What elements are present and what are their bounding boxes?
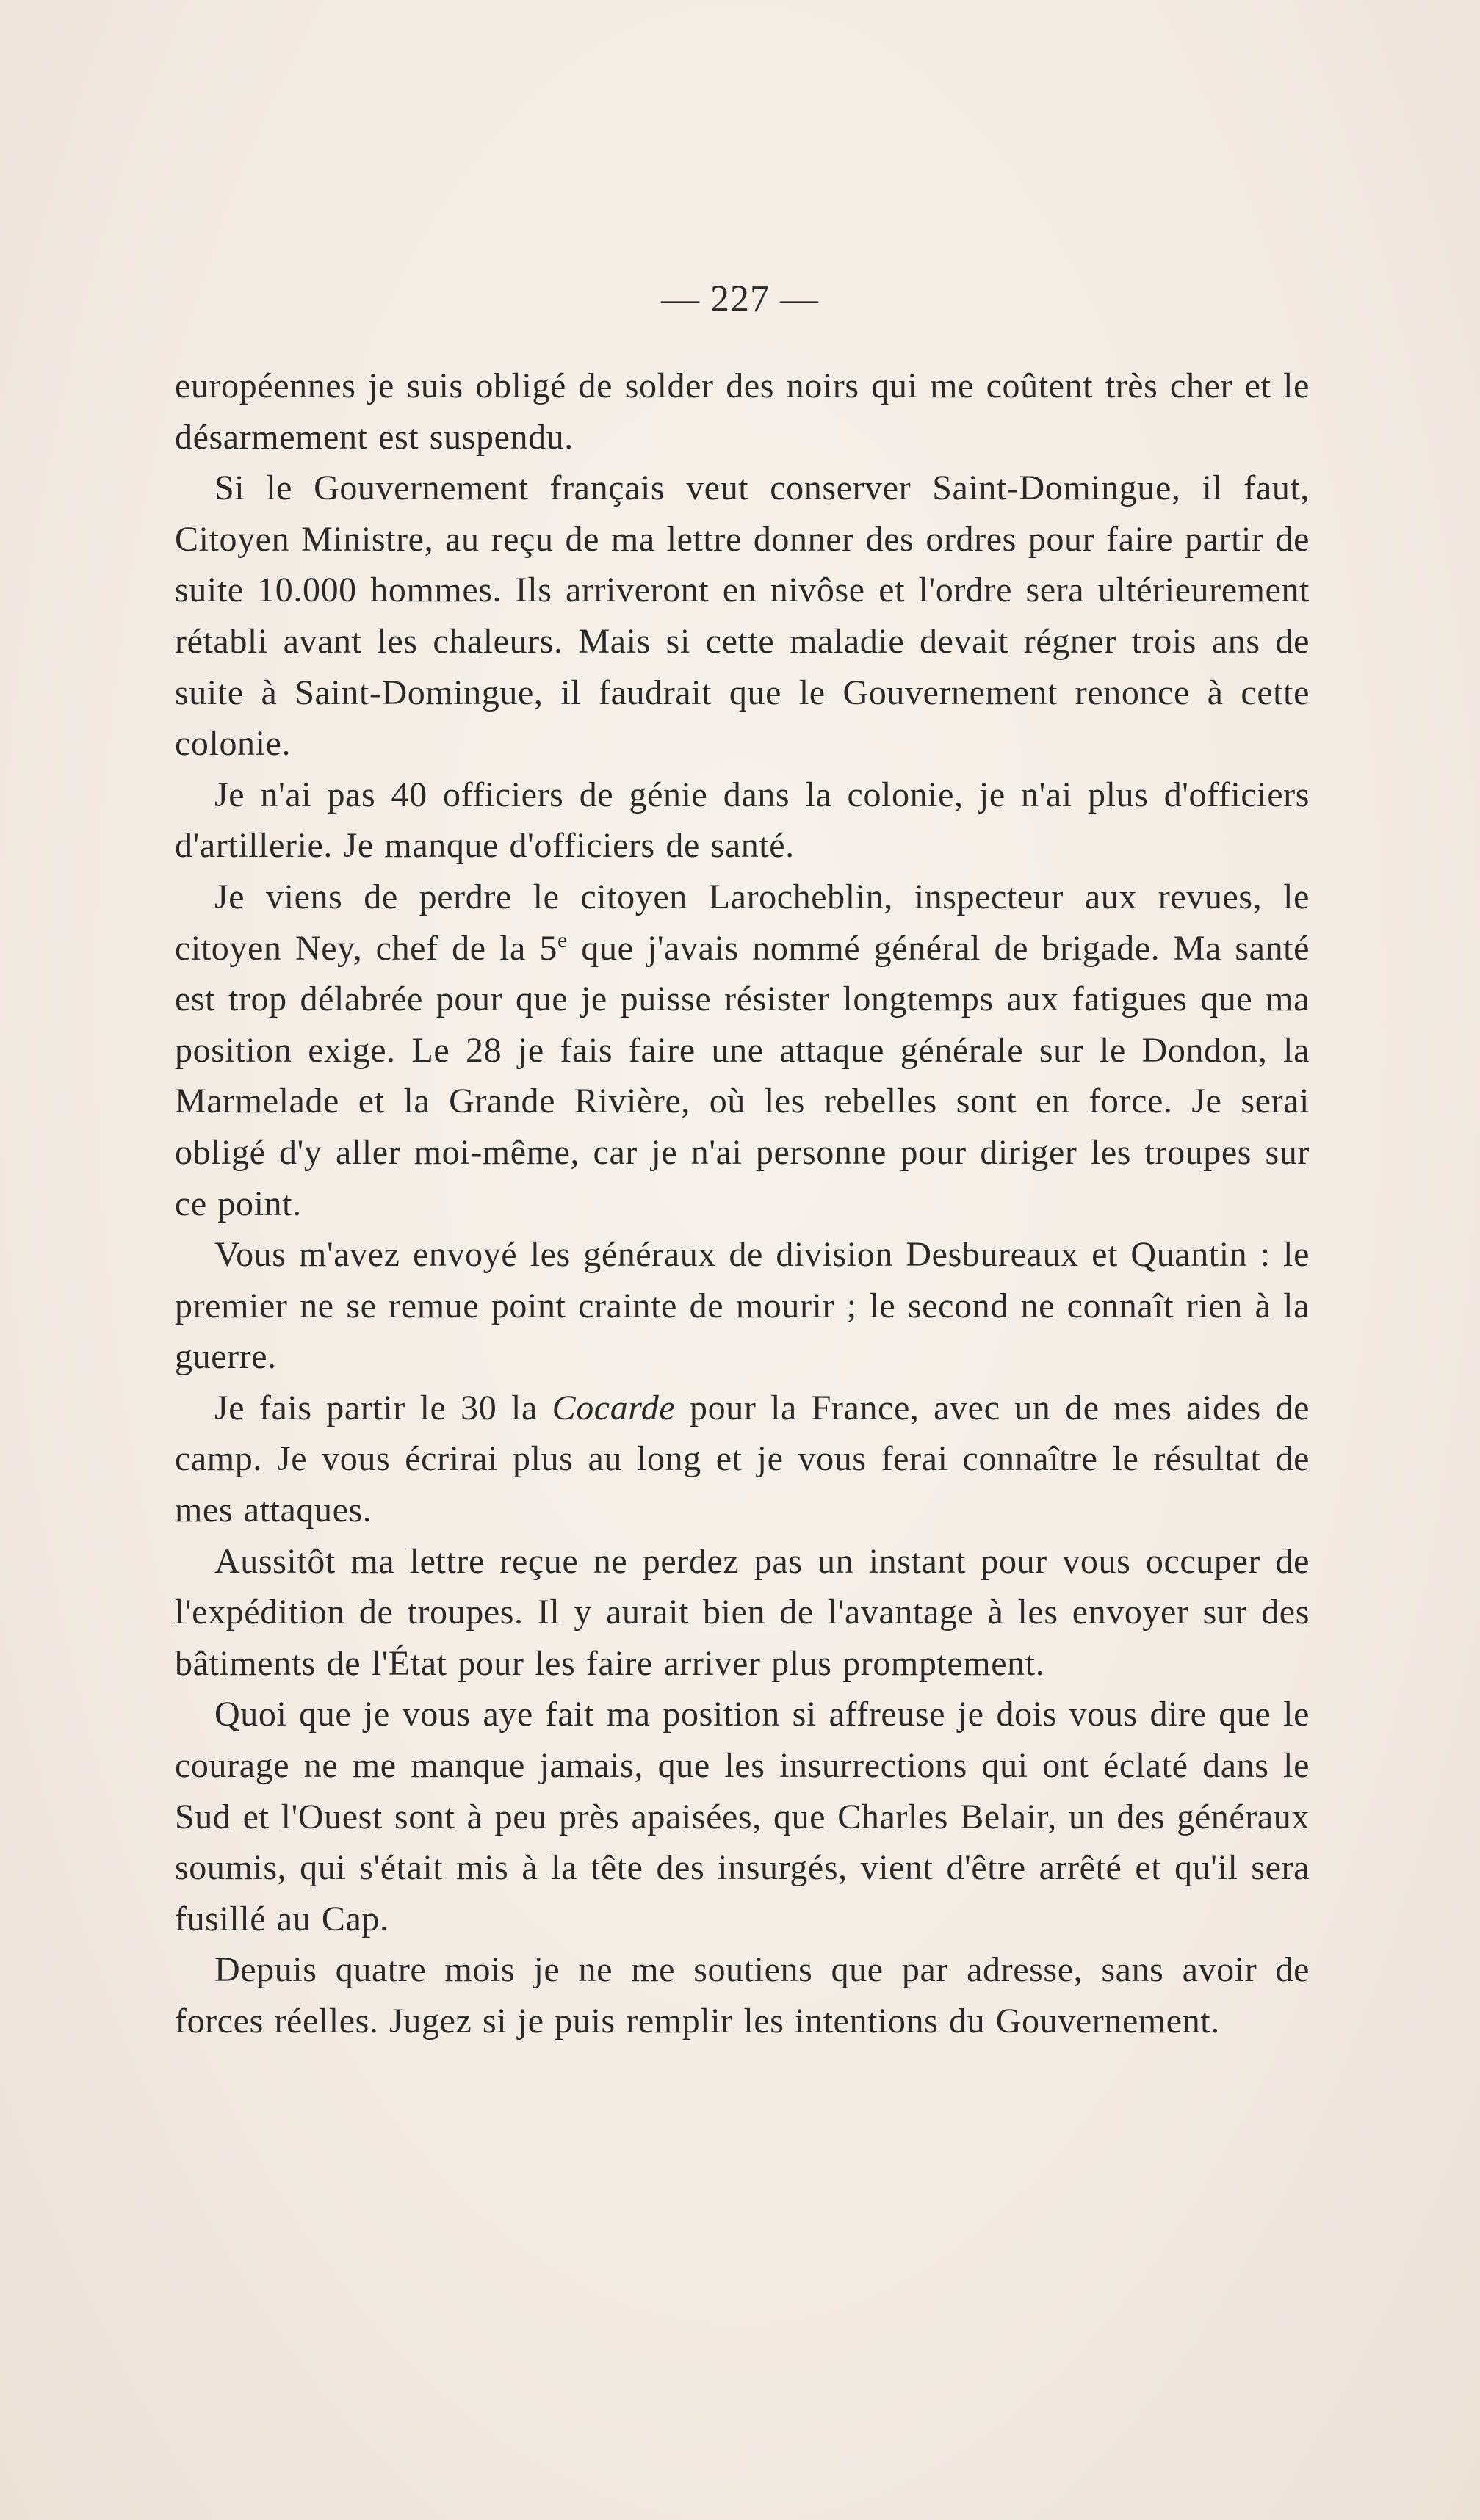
paragraph-6-text-b: pour la France, avec un de mes aides de camp. Je vous écrirai plus au long et je vous ferai connaître le résultat de mes attaques. [175, 1388, 1310, 1530]
paragraph-4 [175, 872, 1310, 1229]
ship-name-cocarde: Cocarde [552, 1388, 676, 1427]
paragraph-5: Vous m'avez envoyé les généraux de division Desbureaux et Quantin : le premier ne se remue point crainte de mourir ; le second ne connaît rien à la guerre. [175, 1235, 1310, 1377]
superscript-e: e [557, 927, 568, 952]
paragraph-8: Quoi que je vous aye fait ma position si affreuse je dois vous dire que le courage ne me manque jamais, que les insurrections qui ont éclaté dans le Sud et l'Ouest sont à peu près apaisées, que Charles Belair, un des généraux soumis, qui s'était mis à la tête des insurgés, vient d'être arrêté et qu'il sera fusillé au Cap. [175, 1695, 1310, 1938]
paragraph-6 [175, 1383, 1310, 1536]
paragraph-2: Si le Gouvernement français veut conserver Saint-Domingue, il faut, Citoyen Ministre, au reçu de ma lettre donner des ordres pour faire partir de suite 10.000 hommes. Ils arriveront en nivôse et l'ordre sera ultérieurement rétabli avant les chaleurs. Mais si cette maladie devait régner trois ans de suite à Saint-Domingue, il faudrait que le Gouvernement renonce à cette colonie. [175, 468, 1310, 764]
paragraph-3: Je n'ai pas 40 officiers de génie dans la colonie, je n'ai plus d'officiers d'artillerie. Je manque d'officiers de santé. [175, 775, 1310, 866]
paragraph-9: Depuis quatre mois je ne me soutiens que par adresse, sans avoir de forces réelles. Jugez si je puis remplir les intentions du Gouvernement. [175, 1950, 1310, 2041]
paragraph-4-text-b: que j'avais nommé général de brigade. Ma santé est trop délabrée pour que je puisse résister longtemps aux fatigues que ma position exige. Le 28 je fais faire une attaque générale sur le Dondon, la Marmelade et la Grande Rivière, où les rebelles sont en force. Je serai obligé d'y aller moi-même, car je n'ai personne pour diriger les troupes sur ce point. [175, 928, 1310, 1223]
body-text [175, 361, 1310, 2047]
page-number: — 227 — [661, 278, 819, 320]
paragraph-4-text-a: Je viens de perdre le citoyen Larocheblin, inspecteur aux revues, le citoyen Ney, chef de la 5 [175, 877, 1310, 968]
paragraph-7: Aussitôt ma lettre reçue ne perdez pas un instant pour vous occuper de l'expédition de troupes. Il y aurait bien de l'avantage à les envoyer sur des bâtiments de l'État pour les faire arriver plus promptement. [175, 1541, 1310, 1683]
paragraph-6-text-a: Je fais partir le 30 la [214, 1388, 552, 1427]
paragraph-1: européennes je suis obligé de solder des noirs qui me coûtent très cher et le désarmement est suspendu. [175, 366, 1310, 457]
